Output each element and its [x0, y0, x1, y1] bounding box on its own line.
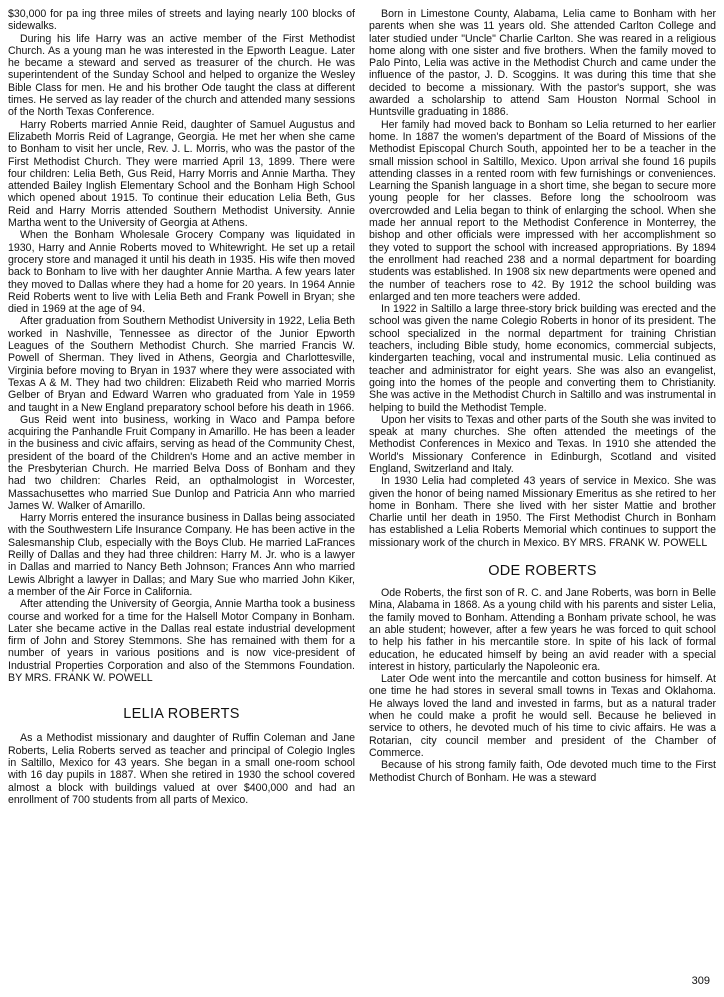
paragraph: Upon her visits to Texas and other parts of the South she was invited to speak at many churches. She often attended the meetings of the Methodist Conferences in Mexico and Texas. In 1910 she attended the World's Missionary Conference in Edinburgh, Scotland and visited England, Switzerland and Italy. — [369, 413, 716, 475]
right-pre-section — [369, 8, 716, 549]
paragraph: In 1930 Lelia had completed 43 years of service in Mexico. She was given the honor of being named Missionary Emeritus as she retired to her home in Bonham. There she lived with her sister Mattie and brother Charlie until her death in 1950. The First Methodist Church in Bonham has established a Lelia Roberts Memorial which continues to support the missionary work of the church in Mexico. BY MRS. FRANK W. POWELL — [369, 475, 716, 549]
paragraph: Gus Reid went into business, working in Waco and Pampa before acquiring the Panhandle Fruit Company in Amarillo. He has been a leader in the business and civic affairs, serving as head of the Community Chest, president of the board of the Children's Home and an active member in the Presbyterian Church. He married Belva Doss of Bonham and they had two children: Charles Reid, an opthalmologist in Worcester, Massachusettes who married Sue Dunlop and Patricia Ann who married James W. Walker of Amarillo. — [8, 413, 355, 512]
section-heading-ode-roberts: ODE ROBERTS — [488, 563, 597, 580]
paragraph: In 1922 in Saltillo a large three-story brick building was erected and the school was given the name Colegio Roberts in honor of its president. The school specialized in the normal department for training Christian teachers, including Bible study, home economics, commercial subjects, kindergarten teaching, vocal and instrumental music. Lelia continued as teacher and administrator for eight years. She was also an evangelist, going into the homes of the people and converting them to Christianity. She was active in the Methodist Church in Saltillo and was instrumental in helping to build the Methodist Temple. — [369, 303, 716, 414]
paragraph: Because of his strong family faith, Ode devoted much time to the First Methodist Church of Bonham. He was a steward — [369, 759, 716, 784]
paragraph: Her family had moved back to Bonham so Lelia returned to her earlier home. In 1887 the women's department of the Board of Missions of the Methodist Episcopal Church South, appointed her to be a teacher in the small mission school in Saltillo, Mexico. Upon arrival she found 16 pupils attending classes in a rented room with few furnishings or conveniences. Learning the Spanish language in a short time, she began to secure more young people for her classes. Before long the schoolroom was overcrowded and Lelia began to think of enlarging the school. When she made her annual report to the Methodist Conference in Monterrey, the bishop and other officials were impressed with her accomplishment so they voted to support the school with increased appropriations. By 1894 the enrollment had reached 238 and a normal department for boarding students was established. In 1908 six new departments were opened and the number of teachers rose to 42. By 1912 the school building was enlarged and ten more teachers were added. — [369, 118, 716, 303]
right-column — [369, 8, 716, 784]
paragraph: When the Bonham Wholesale Grocery Company was liquidated in 1930, Harry and Annie Roberts moved to Whitewright. He set up a retail grocery store and managed it until his death in 1935. His wife then moved back to Bonham to live with her daughter Annie Martha. A few years later they moved to Dallas where they had a home for 20 years. In 1964 Annie Reid Roberts went to live with Lelia Beth and Frank Powell in Bryan; she died in 1969 at the age of 94. — [8, 229, 355, 316]
page-number: 309 — [691, 975, 710, 987]
paragraph: During his life Harry was an active member of the First Methodist Church. As a young man he was interested in the Epworth League. Later he became a steward and served as treasurer of the church. He was superintendent of the Sunday School and helped to organize the Wesley Bible Class for men. He and his brother Ode taught the class at different times. He served as lay reader of the church and attended many sessions of the North Texas Conference. — [8, 32, 355, 119]
section-heading-lelia-roberts: LELIA ROBERTS — [123, 706, 240, 723]
left-pre-section — [8, 8, 355, 684]
paragraph: Harry Morris entered the insurance business in Dallas being associated with the Southwestern Life Insurance Company. He has been active in the Salesmanship Club, especially with the Boys Club. He married LaFrances Reilly of Dallas and they had three children: Harry M. Jr. who is a lawyer in Dallas and married to Nancy Beth Johnson; Frances Ann who married Lewis Albright a lawyer in Dallas; and Mary Sue who married John Kiker, a member of the Air Force in California. — [8, 512, 355, 598]
paragraph: After graduation from Southern Methodist University in 1922, Lelia Beth worked in Nashville, Tennessee as director of the Junior Epworth Leagues of the Southern Methodist Church. She married Francis W. Powell of Sherman. They lived in Athens, Georgia and Charlottesville, Virginia before moving to Bryan in 1937 where they were associated with Texas A & M. They had two children: Elizabeth Reid who married Morris Gelber of Bryan and Edward Warren who graduated from Yale in 1959 and taught in a New England preparatory school before his death in 1966. — [8, 315, 355, 414]
left-post-section — [8, 732, 355, 806]
paragraph: Ode Roberts, the first son of R. C. and Jane Roberts, was born in Belle Mina, Alabama in 1868. As a young child with his parents and sister Lelia, the family moved to Bonham. Attending a Bonham private school, he was an able student; however, after a few years he was forced to quit school to help his father in his mercantile store. In spite of his lack of formal education, he educated himself by being an avid reader with a special interest in history, particularly the Napoleonic era. — [369, 587, 716, 673]
paragraph: Harry Roberts married Annie Reid, daughter of Samuel Augustus and Elizabeth Morris Reid of Lagrange, Georgia. He met her when she came to Bonham to visit her uncle, Rev. J. L. Morris, who was the pastor of the First Methodist Church. They were married April 13, 1899. There were four children: Lelia Beth, Gus Reid, Harry Morris and Annie Martha. They attended Bailey Inglish Elementary School and the Bonham High School which opened about 1915. To continue their education Lelia Beth, Gus Reid and Harry Morris attended Southern Methodist University. Annie Martha went to the University of Georgia at Athens. — [8, 118, 355, 230]
left-column — [8, 8, 355, 806]
paragraph: After attending the University of Georgia, Annie Martha took a business course and worked for a time for the Halsell Motor Company in Bonham. Later she became active in the Dallas real estate industrial development firm of John and Storey Stemmons. She has remained with them for a number of years in various positions and is now vice-president of Industrial Properties Corporation and also of the Stemmons Foundation. BY MRS. FRANK W. POWELL — [8, 598, 355, 685]
paragraph: As a Methodist missionary and daughter of Ruffin Coleman and Jane Roberts, Lelia Roberts served as teacher and principal of Colegio Ingles in Saltillo, Mexico for 43 years. She began in a small one-room school with 16 day pupils in 1887. When she retired in 1930 the school covered almost a block with buildings valued at over $400,000 and had an enrollment of 700 students from all parts of Mexico. — [8, 732, 355, 806]
paragraph: $30,000 for pa ing three miles of streets and laying nearly 100 blocks of sidewalks. — [8, 8, 355, 33]
paragraph: Born in Limestone County, Alabama, Lelia came to Bonham with her parents when she was 11 years old. She attended Carlton College and later studied under "Uncle" Charlie Carlton. She was reared in a religious home along with one sister and five brothers. When the family moved to Palo Pinto, Lelia was active in the Methodist Church and came under the influence of the pastor, J. D. Scoggins. It was during this time that she decided to become a missionary. With the pastor's support, she was awarded a scholarship to attend Sam Houston Normal School in Huntsville graduating in 1886. — [369, 8, 716, 119]
paragraph: Later Ode went into the mercantile and cotton business for himself. At one time he had stores in several small towns in Texas and Oklahoma. He always loved the land and invested in farms, but as a natural trader when he could make a profit he would sell. Because he believed in service to others, he devoted much of his time to civic affairs. He was a Rotarian, city council member and president of the Chamber of Commerce. — [369, 673, 716, 759]
right-post-section — [369, 587, 716, 784]
